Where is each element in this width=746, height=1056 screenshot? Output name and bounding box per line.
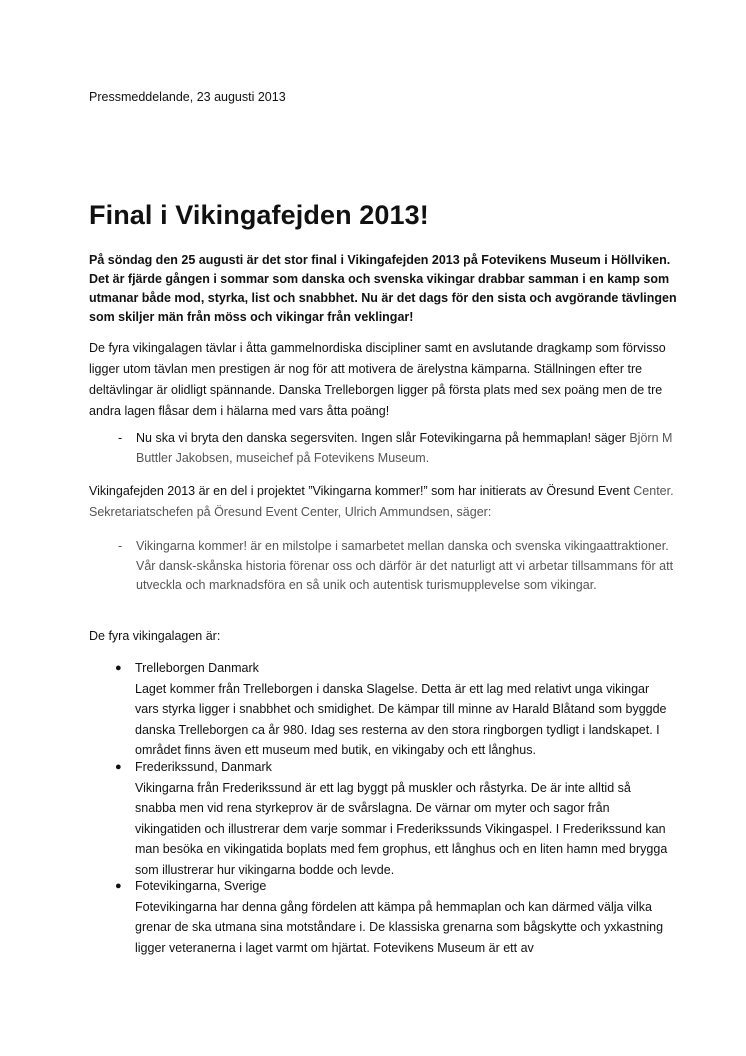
quote-museum-director (89, 429, 689, 468)
team-name: Frederikssund, Danmark (135, 760, 272, 774)
team-name: Fotevikingarna, Sverige (135, 879, 267, 893)
quote-text: Vikingarna kommer! är en milstolpe i samarbetet mellan danska och svenska vikingaattraktioner. Vår dansk-skånska historia förenar oss och därför är det naturligt att vi arbetar tillsammans för att utveckla och marknadsföra en så unik och autentisk turismupplevelse som vikingar. (136, 539, 674, 592)
project-text: Vikingafejden 2013 är en del i projektet ”Vikingarna kommer!” som har initierats av Öresund Event (89, 484, 630, 498)
quote-dash: - (118, 431, 123, 445)
bullet-icon: ● (115, 761, 122, 773)
quote-text (136, 429, 676, 468)
lead-paragraph: På söndag den 25 augusti är det stor final i Vikingafejden 2013 på Fotevikens Museum i Höllviken. Det är fjärde gången i sommar som danska och svenska vikingar drabbar samman i en kamp som utmanar både mod, styrka, list och snabbhet. Nu är det dags för den sista och avgörande tävlingen som skiljer män från möss och vikingar från veklingar! (89, 253, 677, 324)
team-list-item (89, 658, 689, 761)
quote-dash: - (118, 539, 123, 553)
body-paragraph-competition: De fyra vikingalagen tävlar i åtta gammelnordiska discipliner samt en avslutande dragkamp som förvisso ligger utom tävlan men prestigen är nog för att motivera de ärelystna kämparna. Ställningen efter tre deltävlingar är olidligt spännande. Danska Trelleborgen ligger på första plats med sex poäng men de tre andra lagen flåsar dem i hälarna med vars åtta poäng! (89, 341, 666, 418)
press-release-dateline: Pressmeddelande, 23 augusti 2013 (89, 90, 286, 104)
team-name: Trelleborgen Danmark (135, 661, 259, 675)
quote-text-main: Nu ska vi bryta den danska segersviten. Ingen slår Fotevikingarna på hemmaplan! säger (136, 431, 626, 445)
quote-attribution: Björn M Buttler Jakobsen, museichef på Fotevikens Museum. (136, 431, 673, 465)
article-title: Final i Vikingafejden 2013! (89, 200, 429, 230)
body-paragraph-project (89, 481, 679, 523)
team-description: Laget kommer från Trelleborgen i danska Slagelse. Detta är ett lag med relativt unga vikingar vars styrka ligger i snabbhet och smidighet. De kämpar till minne av Harald Blåtand som byggde danska Trelleborgen ca år 980. Idag ses resterna av den stora ringborgen tydligt i landskapet. I området finns även ett museum med butik, en vikingaby och ett långhus. (135, 681, 667, 757)
team-description: Fotevikingarna har denna gång fördelen att kämpa på hemmaplan och kan därmed välja vilka grenar de ska utmana sina motståndare i. De klassiska grenarna som bågskytte och yxkastning ligger veteranerna i laget varmt om hjärtat. Fotevikens Museum är ett av (135, 899, 664, 955)
teams-intro: De fyra vikingalagen är: (89, 629, 221, 643)
team-description: Vikingarna från Frederikssund är ett lag byggt på muskler och råstyrka. De är inte alltid så snabba men vid rena styrkeprov är de svårslagna. De värnar om myter och sagor från vikingatiden och illustrerar dem varje sommar i Frederikssunds Vikingaspel. I Frederikssund kan man besöka en vikingatida boplats med fem grophus, ett långhus och en liten hamn med brygga som illustrerar hur vikingarna bodde och levde. (135, 780, 668, 877)
bullet-icon: ● (115, 880, 122, 892)
project-text-secretary: Center. Sekretariatschefen på Öresund Event Center, Ulrich Ammundsen, säger: (89, 484, 674, 519)
quote-event-center (89, 537, 689, 596)
team-list-item (89, 757, 689, 880)
bullet-icon: ● (115, 662, 122, 674)
team-list-item (89, 876, 689, 958)
